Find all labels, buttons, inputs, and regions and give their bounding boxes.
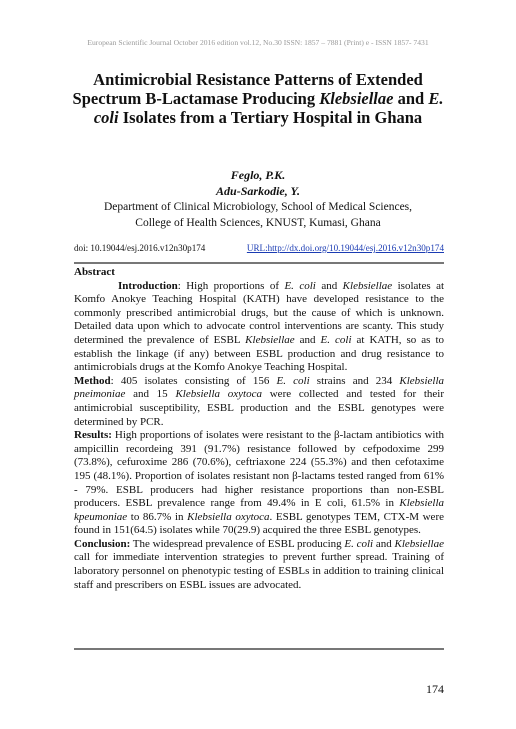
author-2: Adu-Sarkodie, Y. (216, 184, 300, 198)
method-text-4: were collected and tested for their antimicrobial susceptibility, ESBL production and the ESBL genotypes were determined by PCR. (74, 388, 445, 428)
method-label: Method (74, 374, 111, 387)
conclusion-label: Conclusion: (74, 537, 131, 550)
intro-ecoli: E. coli (284, 279, 316, 292)
intro-text-4: and (294, 333, 321, 346)
method-text-1: : 405 isolates consisting of 156 (110, 374, 277, 387)
abstract-heading: Abstract (74, 266, 115, 278)
abstract-results (74, 429, 444, 538)
affiliation-line-1: Department of Clinical Microbiology, School of Medical Sciences, (103, 201, 413, 213)
abstract (74, 266, 444, 592)
method-text-2: strains and 234 (309, 374, 400, 387)
conclusion-text-2: and (373, 537, 395, 550)
intro-klebsiellae-2: Klebsiellae (245, 333, 295, 346)
doi-line (74, 243, 444, 253)
results-koxytoca: Klebsiella oxytoca (187, 510, 270, 523)
introduction-label: Introduction (118, 279, 178, 292)
affiliation (60, 200, 456, 231)
conclusion-text-3: call for immediate intervention strategies to prevent further spread. Training of laboratory personnel on phenotypic testing of ESBLs in addition to training clinical staff and prescribers on ESBL issues are advocated. (74, 551, 444, 591)
title-part-2: and (393, 89, 429, 108)
method-kpneumoniae: Klebsiella pneimoniae (74, 374, 445, 401)
author-1: Feglo, P.K. (230, 168, 286, 182)
method-text-3: and 15 (125, 388, 176, 401)
abstract-conclusion (74, 538, 444, 592)
journal-header: European Scientific Journal October 2016 edition vol.12, No.30 ISSN: 1857 – 7881 (Print) e - ISSN 1857- 7431 (87, 38, 429, 47)
page-number: 174 (426, 682, 444, 696)
intro-text-2: and (315, 279, 343, 292)
conclusion-klebsiellae: Klebsiellae (394, 537, 444, 550)
conclusion-ecoli: E. coli (344, 537, 374, 550)
author-list (0, 167, 516, 199)
bottom-rule (74, 648, 444, 650)
conclusion-text-1: The widespread prevalence of ESBL producing (130, 537, 345, 550)
results-text-1: High proportions of isolates were resistant to the β-lactam antibiotics with ampicillin recordeing 391 (91.7%) resistance followed by cefpodoxime 299 (73.8%), cefuroxime 286 (70.6%), ceftriaxone 224 (55.3%) and then cefotaxime 195 (48.1%). Proportion of isolates resistant non β-lactams tested ranged from 61% - 79%. ESBL producers had higher resistance proportions than non-ESBL producers. ESBL prevalence range from 49.4% in E coli, 61.5% in (74, 429, 444, 510)
intro-text-1: : High proportions of (177, 279, 285, 292)
title-part-3: Isolates from a Tertiary Hospital in Ghana (118, 108, 423, 127)
doi-url-link[interactable]: URL:http://dx.doi.org/10.19044/esj.2016.v12n30p174 (246, 243, 444, 253)
intro-klebsiellae: Klebsiellae (342, 279, 393, 292)
results-text-2: to 86.7% in (127, 510, 188, 523)
title-italic-ecoli: E. coli (93, 89, 444, 127)
paper-title (60, 70, 456, 127)
affiliation-line-2: College of Health Sciences, KNUST, Kumasi, Ghana (135, 216, 381, 229)
intro-text-5: at KATH, so as to establish the linkage (if any) between ESBL production and drug resistance to antimicrobials drugs at the Komfo Anokye Teaching Hospital. (74, 333, 444, 374)
doi-text: doi: 10.19044/esj.2016.v12n30p174 (74, 243, 206, 253)
abstract-introduction (74, 280, 444, 375)
intro-text-3: isolates at Komfo Anokye Teaching Hospital (KATH) have developed resistance to the commonly prescribed antimicrobial drugs, but the cause of which is unknown. Detailed data upon which to advocate control interventions are scanty. This study determined the prevalence of ESBL (74, 279, 445, 346)
abstract-method (74, 375, 444, 429)
title-part-1: Antimicrobial Resistance Patterns of Extended Spectrum B-Lactamase Producing (72, 70, 423, 108)
results-text-3: . ESBL genotypes TEM, CTX-M were found in 151(64.5) isolates while 70(29.9) acquired the three ESBL genotypes. (74, 510, 444, 537)
results-kpneumoniae: Klebsiella kpeumoniae (74, 497, 444, 523)
method-koxytoca: Klebsiella oxytoca (175, 388, 262, 401)
title-italic-klebsiellae: Klebsiellae (319, 89, 394, 108)
method-ecoli: E. coli (276, 374, 310, 387)
results-label: Results: (74, 429, 112, 442)
intro-ecoli-2: E. coli (320, 333, 352, 346)
top-rule (74, 262, 444, 264)
